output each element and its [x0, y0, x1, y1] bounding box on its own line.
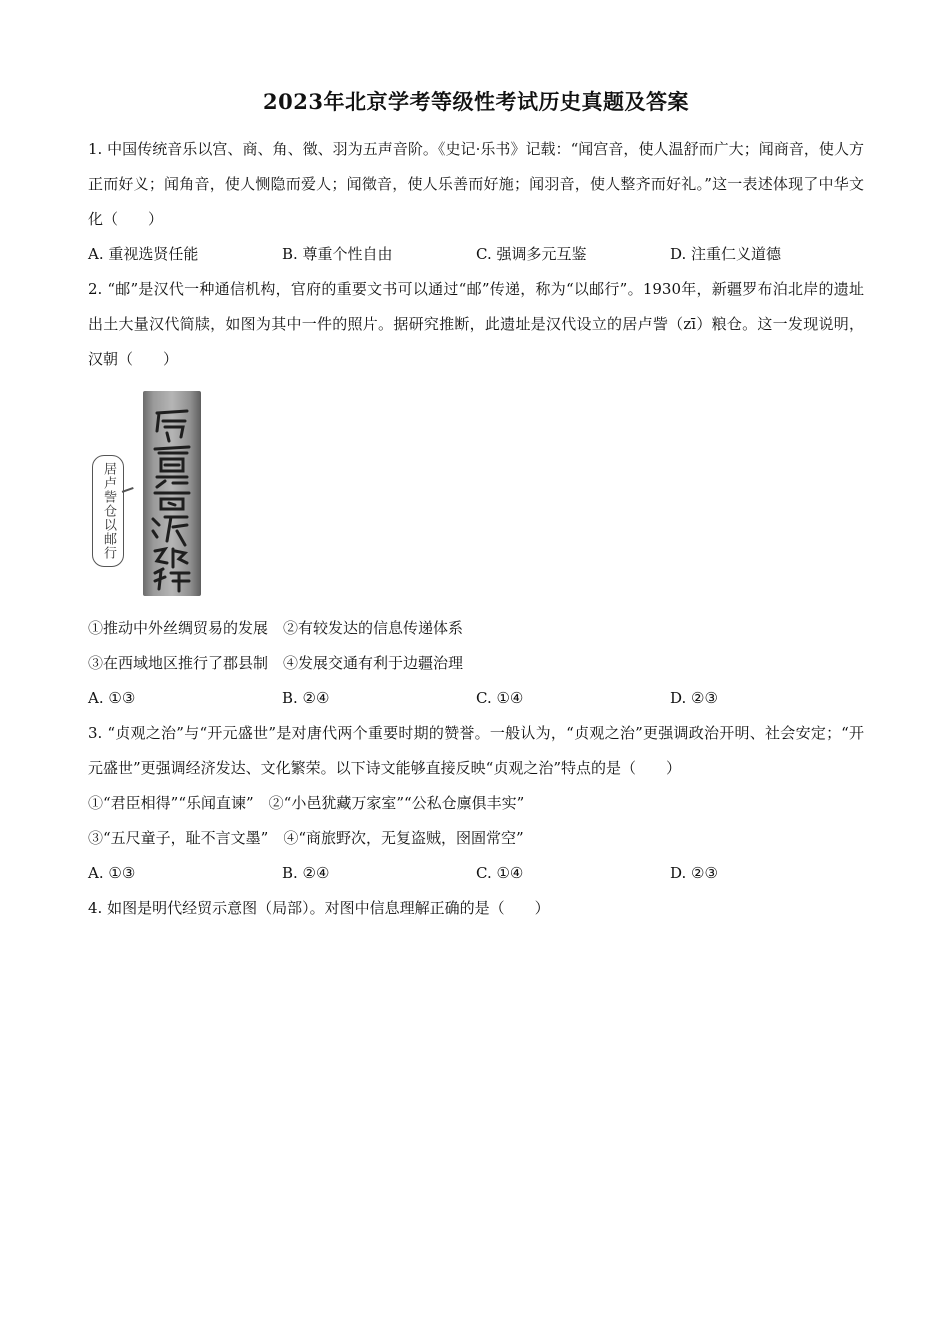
question-2-stem: 2. “邮”是汉代一种通信机构，官府的重要文书可以通过“邮”传递，称为“以邮行”。1930年，新疆罗布泊北岸的遗址出土大量汉代简牍，如图为其中一件的照片。据研究推断，此遗址是汉代设立的居卢訾（zī）粮仓。这一发现说明，汉朝（ ）	[88, 280, 864, 368]
option-a: A. ①③	[88, 864, 136, 882]
document-title: 2023年北京学考等级性考试历史真题及答案	[263, 89, 689, 114]
option-b: B. ②④	[282, 689, 330, 707]
figure-callout-text: 居卢訾仓以邮行	[101, 462, 116, 560]
question-1-stem: 1. 中国传统音乐以宫、商、角、徵、羽为五声音阶。《史记·乐书》记载：“闻宫音，使人温舒而广大；闻商音，使人方正而好义；闻角音，使人恻隐而爱人；闻徵音，使人乐善而好施；闻羽音，使人整齐而好礼。”这一表述体现了中华文化（ ）	[88, 140, 864, 228]
document-page	[88, 86, 864, 926]
question-4-stem: 4. 如图是明代经贸示意图（局部）。对图中信息理解正确的是（ ）	[88, 899, 550, 917]
question-1	[88, 132, 864, 272]
question-2-statements-row-2: ③在西域地区推行了郡县制 ④发展交通有利于边疆治理	[88, 654, 464, 672]
option-c: C. 强调多元互鉴	[476, 245, 587, 263]
bamboo-slip-photo	[143, 391, 201, 596]
option-d: D. 注重仁义道德	[670, 245, 782, 263]
question-2-statements-row-1: ①推动中外丝绸贸易的发展 ②有较发达的信息传递体系	[88, 619, 464, 637]
question-3	[88, 716, 864, 891]
option-c: C. ①④	[476, 864, 524, 882]
option-c: C. ①④	[476, 689, 524, 707]
question-1-options	[88, 237, 864, 272]
slip-script-glyphs	[143, 391, 201, 596]
option-d: D. ②③	[670, 689, 718, 707]
question-2	[88, 272, 864, 716]
option-b: B. ②④	[282, 864, 330, 882]
question-3-statements-row-2: ③“五尺童子，耻不言文墨” ④“商旅野次，无复盗贼，囹圄常空”	[88, 829, 524, 847]
option-a: A. ①③	[88, 689, 136, 707]
option-b: B. 尊重个性自由	[282, 245, 393, 263]
bamboo-slip-figure	[88, 381, 864, 611]
question-3-options	[88, 856, 864, 891]
question-4	[88, 891, 864, 926]
question-3-stem: 3. “贞观之治”与“开元盛世”是对唐代两个重要时期的赞誉。一般认为，“贞观之治”更强调政治开明、社会安定；“开元盛世”更强调经济发达、文化繁荣。以下诗文能够直接反映“贞观之治”特点的是（ ）	[88, 724, 864, 777]
figure-callout	[92, 455, 124, 567]
question-2-options	[88, 681, 864, 716]
option-d: D. ②③	[670, 864, 718, 882]
question-3-statements-row-1: ①“君臣相得”“乐闻直谏” ②“小邑犹藏万家室”“公私仓廪俱丰实”	[88, 794, 525, 812]
option-a: A. 重视选贤任能	[88, 245, 199, 263]
